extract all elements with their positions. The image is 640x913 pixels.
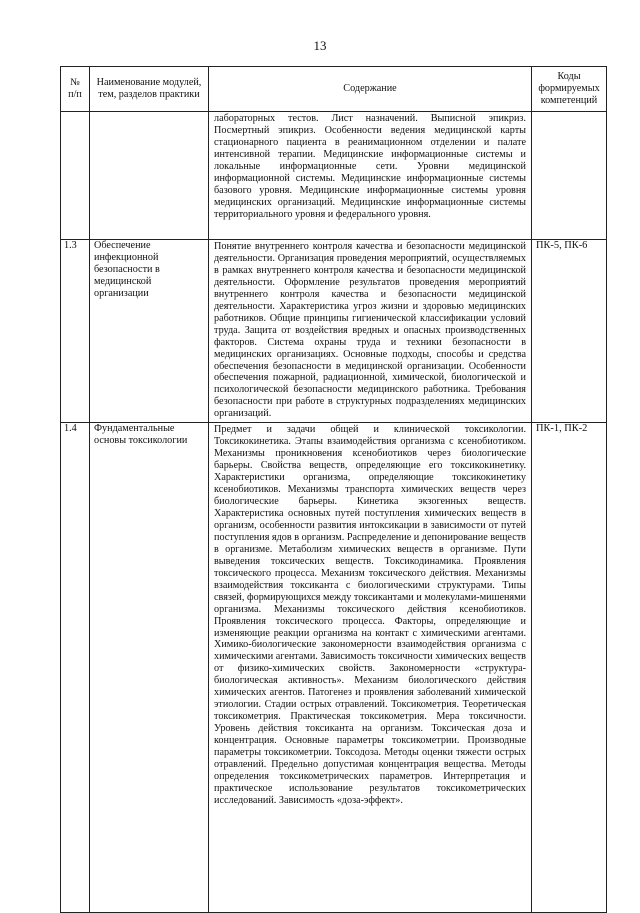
header-num: № п/п <box>61 67 90 112</box>
row-codes: ПК-1, ПК-2 <box>532 423 607 913</box>
row-name: Фундаментальные основы токсикологии <box>90 423 209 913</box>
table-row <box>61 112 607 240</box>
header-codes: Коды формируемых компетенций <box>532 67 607 112</box>
row-num <box>61 112 90 240</box>
row-content: лабораторных тестов. Лист назначений. Выписной эпикриз. Посмертный эпикриз. Особенности ведения медицинской карты стационарного пациента в реанимационном отделении и палате интенсивной терапии. Медицинские информационные системы и локальные информационные сети. Уровни медицинской информационной системы. Медицинские информационные системы базового уровня. Медицинские информационные системы уровня медицинских организаций. Медицинские информационные системы территориального уровня и федерального уровня. <box>209 112 532 240</box>
row-name <box>90 112 209 240</box>
header-name: Наименование модулей, тем, разделов практики <box>90 67 209 112</box>
page-number: 13 <box>313 38 327 53</box>
table-row <box>61 240 607 423</box>
header-content: Содержание <box>209 67 532 112</box>
practice-content-table <box>60 66 607 913</box>
row-content: Понятие внутреннего контроля качества и безопасности медицинской деятельности. Организация проведения мероприятий, осуществляемых в рамках внутреннего контроля качества и безопасности медицинской деятельности. Оформление результатов проведения мероприятий внутреннего контроля качества и безопасности медицинской деятельности. Характеристика угроз жизни и здоровью медицинских работников. Общие принципы гигиенической классификации условий труда. Защита от воздействия вредных и опасных производственных факторов. Система охраны труда и техники безопасности в медицинских организациях. Основные подходы, способы и средства обеспечения безопасности в медицинской организации. Особенности обеспечения пожарной, радиационной, химической, биологической и психологической безопасности медицинского работника. Требования безопасности при работе в структурных подразделениях медицинских организаций. <box>209 240 532 423</box>
table-header-row <box>61 67 607 112</box>
row-name: Обеспечение инфекционной безопасности в медицинской организации <box>90 240 209 423</box>
row-codes: ПК-5, ПК-6 <box>532 240 607 423</box>
row-codes <box>532 112 607 240</box>
row-content: Предмет и задачи общей и клинической токсикологии. Токсикокинетика. Этапы взаимодействия организма с ксенобиотиком. Механизмы проникновения ксенобиотиков через биологические барьеры. Свойства веществ, определяющие его токсикокинетику. Характеристики организма, определяющие токсикокинетику ксенобиотиков. Механизмы транспорта химических веществ через биологические барьеры. Кинетика экзогенных веществ. Характеристика основных путей поступления химических веществ в организм, особенности развития интоксикации в зависимости от путей поступления ядов в организм. Распределение и депонирование веществ в организме. Метаболизм химических веществ в организме. Пути выведения токсических веществ. Токсикодинамика. Проявления токсического процесса. Механизм токсического действия. Механизмы взаимодействия токсиканта с биологическими структурами. Типы связей, формирующихся между токсикантами и молекулами-мишенями организма. Механизмы токсического действия ксенобиотиков. Проявления токсического процесса. Факторы, определяющие и изменяющие реакции организма на контакт с химическими агентами. Химико-биологические закономерности взаимодействия организма с химическими агентами. Зависимость токсичности химических веществ от физико-химических свойств. Закономерности «структура-биологическая активность». Механизм биологического действия химических агентов. Патогенез и проявления заболеваний химической этиологии. Стадии острых отравлений. Токсикометрия. Теоретическая токсикометрия. Практическая токсикометрия. Мера токсичности. Уровень действия токсиканта на организм. Токсическая доза и концентрация. Основные параметры токсикометрии. Производные параметры токсикометрии. Токсодоза. Методы оценки тяжести острых отравлений. Предельно допустимая концентрация вещества. Методы определения токсикометрических параметров. Интерпретация и практическое использование результатов токсикометрических исследований. Зависимость «доза-эффект». <box>209 423 532 913</box>
row-num: 1.3 <box>61 240 90 423</box>
table-row <box>61 423 607 913</box>
row-num: 1.4 <box>61 423 90 913</box>
